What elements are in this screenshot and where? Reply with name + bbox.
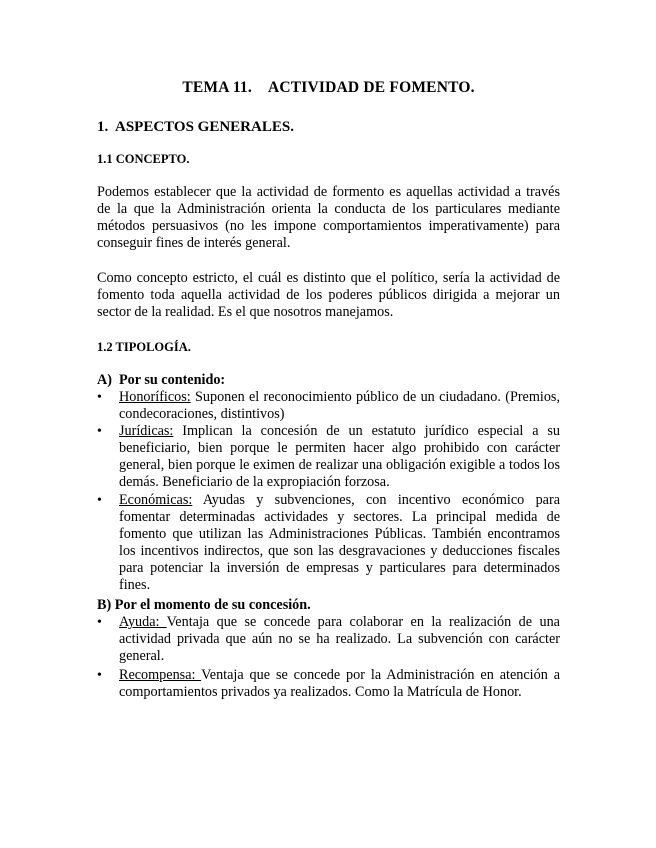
subheading-concepto: 1.1 CONCEPTO. xyxy=(97,152,190,166)
item-text: Ventaja que se concede por la Administración en atención a comportamientos privados ya realizados. Como la Matrícula de Honor. xyxy=(119,667,560,700)
group-number: A) xyxy=(97,372,112,388)
title-text: ACTIVIDAD DE FOMENTO. xyxy=(267,79,475,96)
item-term: Honoríficos: xyxy=(119,389,191,405)
item-term: Económicas: xyxy=(119,492,193,508)
page-title xyxy=(97,79,560,96)
item-term: Recompensa: xyxy=(119,667,202,683)
list-item-recompensa xyxy=(97,667,560,701)
section-heading-aspectos xyxy=(97,119,294,136)
bullet-icon: • xyxy=(97,615,102,630)
item-term: Ayuda: xyxy=(119,614,167,630)
list-item-honorificos xyxy=(97,389,560,423)
group-heading-contenido xyxy=(97,372,225,389)
bullet-icon: • xyxy=(97,390,102,405)
item-text: Ventaja que se concede para colaborar en la realización de una actividad privada que aún no se ha realizado. La subvención con carácter general. xyxy=(119,614,560,664)
list-item-economicas xyxy=(97,492,560,594)
paragraph-concepto-estricto: Como concepto estricto, el cuál es distinto que el político, sería la actividad de fomento toda aquella actividad de los poderes públicos dirigida a mejorar un sector de la realidad. Es el que nosotros manejamos. xyxy=(97,270,560,320)
bullet-icon: • xyxy=(97,493,102,508)
bullet-icon: • xyxy=(97,424,102,439)
subheading-tipologia: 1.2 TIPOLOGÍA. xyxy=(97,340,191,354)
list-item-ayuda xyxy=(97,614,560,665)
item-term: Jurídicas: xyxy=(119,423,174,439)
item-text: Ayudas y subvenciones, con incentivo económico para fomentar determinadas actividades y sectores. La principal medida de fomento que utilizan las Administraciones Públicas. También encontramos los incentivos indirectos, que son las desgravaciones y deducciones fiscales para potenciar la inversión de empresas y particulares para determinados fines. xyxy=(119,492,560,593)
section-number: 1. xyxy=(97,119,109,135)
item-text: Suponen el reconocimiento público de un ciudadano. (Premios, condecoraciones, distintivos) xyxy=(119,389,560,422)
paragraph-concepto: Podemos establecer que la actividad de formento es aquellas actividad a través de la que la Administración orienta la conducta de los particulares mediante métodos persuasivos (no les impone comportamientos imperativamente) para conseguir fines de interés general. xyxy=(97,184,560,251)
group-heading-momento: B) Por el momento de su concesión. xyxy=(97,597,311,613)
list-item-juridicas xyxy=(97,423,560,491)
item-text: Implican la concesión de un estatuto jurídico especial a su beneficiario, bien porque le permiten hacer algo prohibido con carácter general, bien porque le eximen de realizar una obligación exigible a todos los demás. Beneficiario de la expropiación forzosa. xyxy=(119,423,560,490)
title-number: TEMA 11. xyxy=(182,79,252,96)
section-label: ASPECTOS GENERALES. xyxy=(115,119,294,135)
group-label: Por su contenido: xyxy=(119,372,226,388)
bullet-icon: • xyxy=(97,668,102,683)
